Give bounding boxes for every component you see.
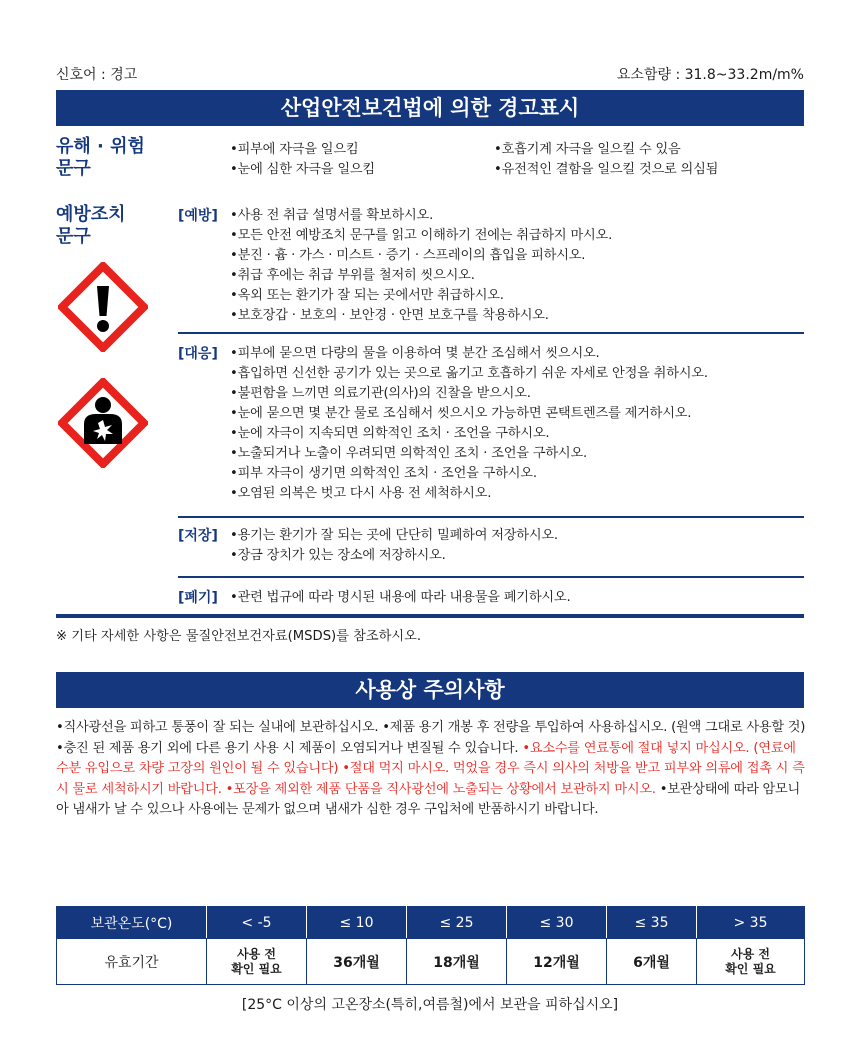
table-cell: 18개월: [407, 939, 507, 985]
warning-title-banner: 산업안전보건법에 의한 경고표시: [56, 90, 804, 126]
tag-storage: [저장]: [178, 528, 218, 544]
header-cell: < -5: [207, 907, 307, 939]
cell-line: 확인 필요: [725, 961, 776, 976]
usage-text-warning: •요소수를 연료통에 절대 넣지 마십시오. (연료에 수분 유입으로 차량 고장의 원인이 될 수 있습니다) •절대 먹지 마시오. 먹었을 경우 즉시 의사의 처방을 받고 피부와 의류에 접촉 시 즉시 물로 세척하시기 바랍니다. •포장을 제외한 제품 단품을 직사광선에 노출되는 상황에서 보관하지 마시오.: [56, 740, 805, 797]
tag-prevention: [예방]: [178, 208, 218, 224]
response-item: •피부 자극이 생기면 의학적인 조치 · 조언을 구하시오.: [230, 466, 537, 481]
cell-line: 사용 전: [731, 946, 770, 961]
usage-title-banner: 사용상 주의사항: [56, 672, 804, 708]
section-bottom-rule: [56, 614, 804, 618]
prevention-item: •분진 · 흄 · 가스 · 미스트 · 증기 · 스프레이의 흡입을 피하시오.: [230, 248, 586, 263]
response-item: •눈에 묻으면 몇 분간 물로 조심해서 씻으시오 가능하면 콘택트렌즈를 제거하시오.: [230, 406, 692, 421]
usage-text-2: •보관상태에 따라 암모니아 냄새가 날 수 있으나 사용에는 문제가 없으며 냄새가 심한 경우 구입처에 반품하시기 바랍니다.: [56, 781, 800, 817]
table-cell: 36개월: [307, 939, 407, 985]
header-cell: ≤ 25: [407, 907, 507, 939]
tag-response: [대응]: [178, 346, 218, 362]
table-cell: 12개월: [507, 939, 607, 985]
table-cell: [697, 939, 805, 985]
hazard-statement: •유전적인 결함을 일으킬 것으로 의심됨: [494, 162, 719, 177]
storage-item: •용기는 환기가 잘 되는 곳에 단단히 밀폐하여 저장하시오.: [230, 528, 558, 543]
precaution-label-1: 예방조치: [56, 204, 126, 225]
divider: [178, 516, 804, 518]
hazard-statement: •호흡기계 자극을 일으킬 수 있음: [494, 142, 681, 157]
header-cell: 보관온도(°C): [57, 907, 207, 939]
header-meta: [56, 64, 804, 86]
prevention-item: •모든 안전 예방조치 문구를 읽고 이해하기 전에는 취급하지 마시오.: [230, 228, 613, 243]
hazard-label-2: 문구: [56, 158, 91, 179]
hazard-statement: •눈에 심한 자극을 일으킴: [230, 162, 375, 177]
ghs-exclamation-icon: [58, 262, 148, 352]
prevention-item: •사용 전 취급 설명서를 확보하시오.: [230, 208, 434, 223]
divider: [178, 332, 804, 334]
prevention-item: •옥외 또는 환기가 잘 되는 곳에서만 취급하시오.: [230, 288, 504, 303]
msds-footnote: ※ 기타 자세한 사항은 물질안전보건자료(MSDS)를 참조하시오.: [56, 629, 422, 644]
table-row: [57, 939, 805, 985]
response-item: •흡입하면 신선한 공기가 있는 곳으로 옮기고 호흡하기 쉬운 자세로 안정을 취하시오.: [230, 366, 708, 381]
cell-line: 확인 필요: [231, 961, 282, 976]
response-item: •눈에 자극이 지속되면 의학적인 조치 · 조언을 구하시오.: [230, 426, 550, 441]
usage-text-1: •직사광선을 피하고 통풍이 잘 되는 실내에 보관하십시오. •제품 용기 개봉 후 전량을 투입하여 사용하십시오. (원액 그대로 사용할 것) •충진 된 제품 용기 외에 다른 용기 사용 시 제품이 오염되거나 변질될 수 있습니다.: [56, 720, 806, 756]
prevention-item: •취급 후에는 취급 부위를 철저히 씻으시오.: [230, 268, 475, 283]
tag-disposal: [폐기]: [178, 590, 218, 606]
ghs-health-hazard-icon: [58, 378, 148, 468]
hazard-statement: •피부에 자극을 일으킴: [230, 142, 359, 157]
table-cell: [207, 939, 307, 985]
table-header-row: [57, 907, 805, 939]
response-item: •오염된 의복은 벗고 다시 사용 전 세척하시오.: [230, 486, 492, 501]
prevention-item: •보호장갑 · 보호의 · 보안경 · 안면 보호구를 착용하시오.: [230, 308, 549, 323]
cell-line: 사용 전: [237, 946, 276, 961]
iodine-content: 요소함량 : 31.8~33.2m/m%: [616, 67, 804, 83]
shelf-life-table: [56, 906, 805, 985]
row-label: 유효기간: [57, 939, 207, 985]
precaution-label-2: 문구: [56, 226, 91, 247]
response-item: •불편함을 느끼면 의료기관(의사)의 진찰을 받으시오.: [230, 386, 531, 401]
header-cell: ≤ 30: [507, 907, 607, 939]
signal-word: 신호어 : 경고: [56, 67, 138, 83]
disposal-item: •관련 법규에 따라 명시된 내용에 따라 내용물을 폐기하시오.: [230, 590, 571, 605]
response-item: •노출되거나 노출이 우려되면 의학적인 조치 · 조언을 구하시오.: [230, 446, 587, 461]
hazard-label-1: 유해 · 위험: [56, 136, 145, 157]
header-cell: ≤ 10: [307, 907, 407, 939]
usage-paragraph: [56, 718, 808, 821]
header-cell: > 35: [697, 907, 805, 939]
divider: [178, 576, 804, 578]
temperature-note: [25°C 이상의 고온장소(특히,여름철)에서 보관을 피하십시오]: [241, 997, 619, 1013]
response-item: •피부에 묻으면 다량의 물을 이용하여 몇 분간 조심해서 씻으시오.: [230, 346, 600, 361]
table-cell: 6개월: [607, 939, 697, 985]
storage-item: •장금 장치가 있는 장소에 저장하시오.: [230, 548, 446, 563]
header-cell: ≤ 35: [607, 907, 697, 939]
